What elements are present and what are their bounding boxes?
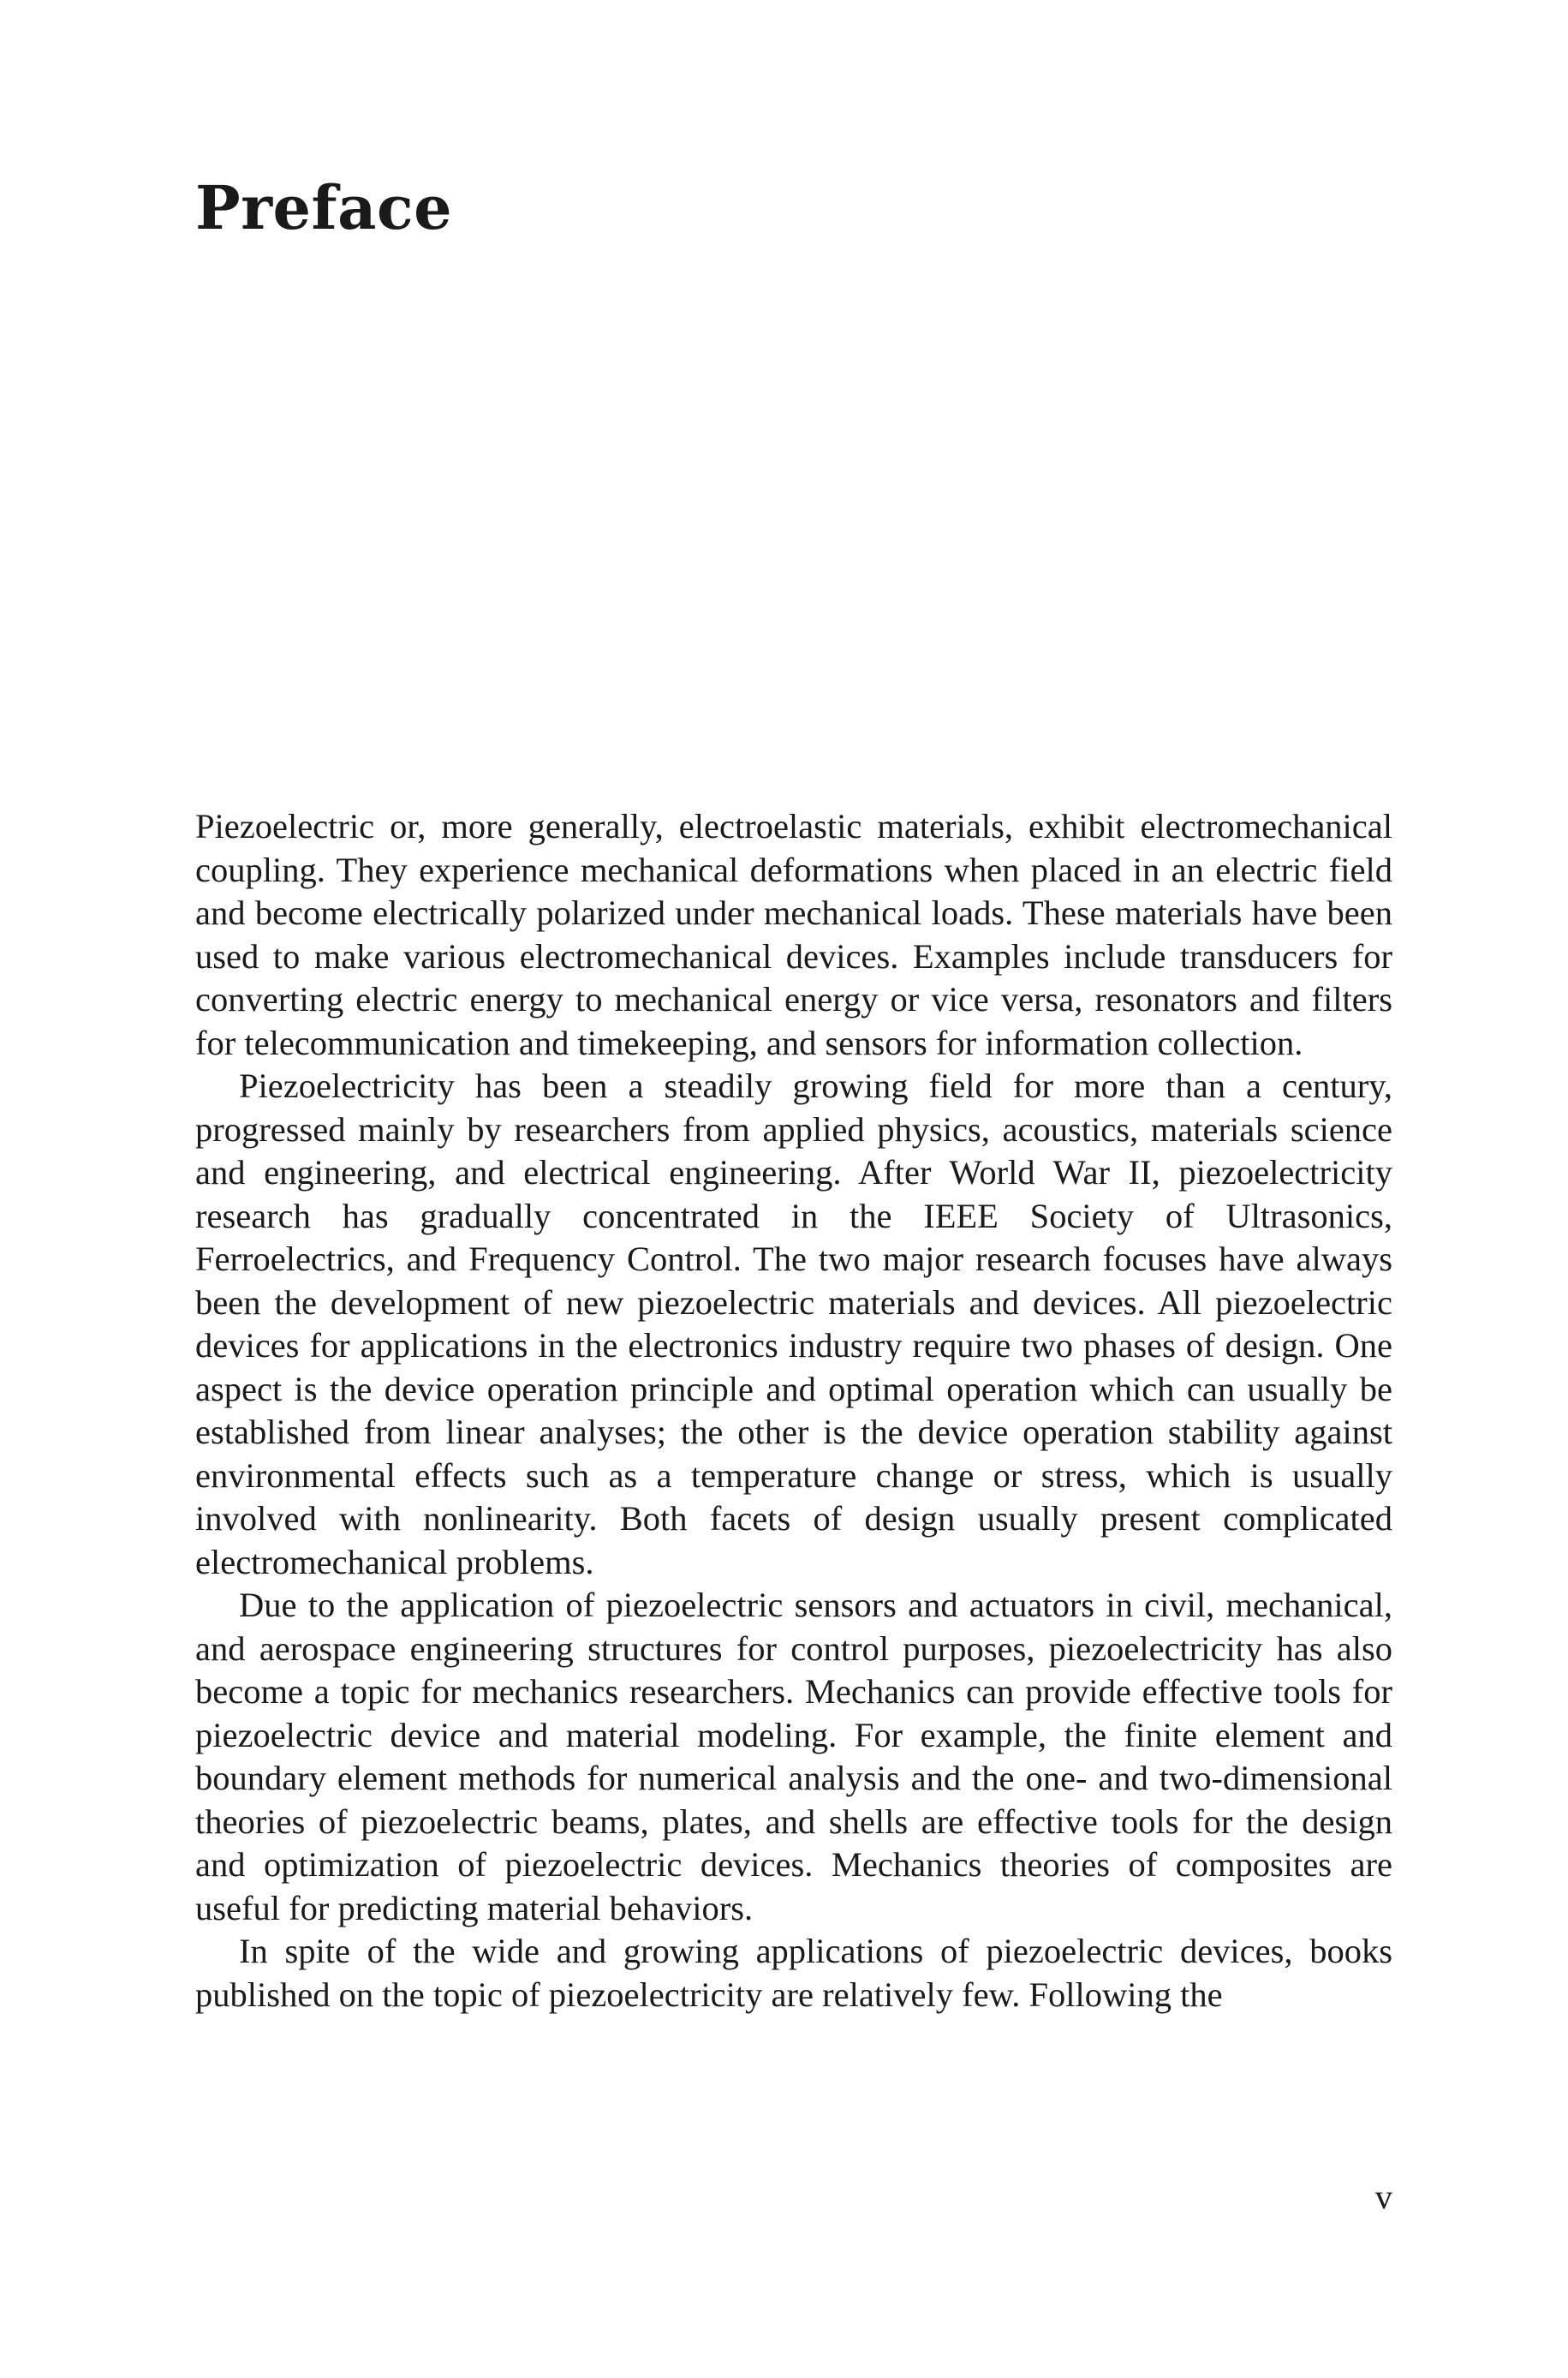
- paragraph-1: Piezoelectric or, more generally, electroelastic materials, exhibit electromechanical coupling. They experience mechanical deformations when placed in an electric field and become electrically polarized under mechanical loads. These materials have been used to make various electromechanical devices. Examples include transducers for converting electric energy to mechanical energy or vice versa, resonators and filters for telecommunication and timekeeping, and sensors for information collection.: [195, 807, 1392, 1062]
- page-title: Preface: [195, 172, 453, 243]
- paragraph-3: Due to the application of piezoelectric sensors and actuators in civil, mechanical, and aerospace engineering structures for control purposes, piezoelectricity has also become a topic for mechanics researchers. Mechanics can provide effective tools for piezoelectric device and material modeling. For example, the finite element and boundary element methods for numerical analysis and the one- and two-dimensional theories of piezoelectric beams, plates, and shells are effective tools for the design and optimization of piezoelectric devices. Mechanics theories of composites are useful for predicting material behaviors.: [195, 1586, 1392, 1927]
- preface-body: [195, 805, 1392, 2017]
- paragraph-4: In spite of the wide and growing applications of piezoelectric devices, books published on the topic of piezoelectricity are relatively few. Following the: [195, 1932, 1392, 2014]
- paragraph-2: Piezoelectricity has been a steadily growing field for more than a century, progressed mainly by researchers from applied physics, acoustics, materials science and engineering, and electrical engineering. After World War II, piezoelectricity research has gradually concentrated in the IEEE Society of Ultrasonics, Ferroelectrics, and Frequency Control. The two major research focuses have always been the development of new piezoelectric materials and devices. All piezoelectric devices for applications in the electronics industry require two phases of design. One aspect is the device operation principle and optimal operation which can usually be established from linear analyses; the other is the device operation stability against environmental effects such as a temperature change or stress, which is usually involved with nonlinearity. Both facets of design usually present complicated electromechanical problems.: [195, 1067, 1392, 1581]
- page-number: v: [1374, 2178, 1392, 2216]
